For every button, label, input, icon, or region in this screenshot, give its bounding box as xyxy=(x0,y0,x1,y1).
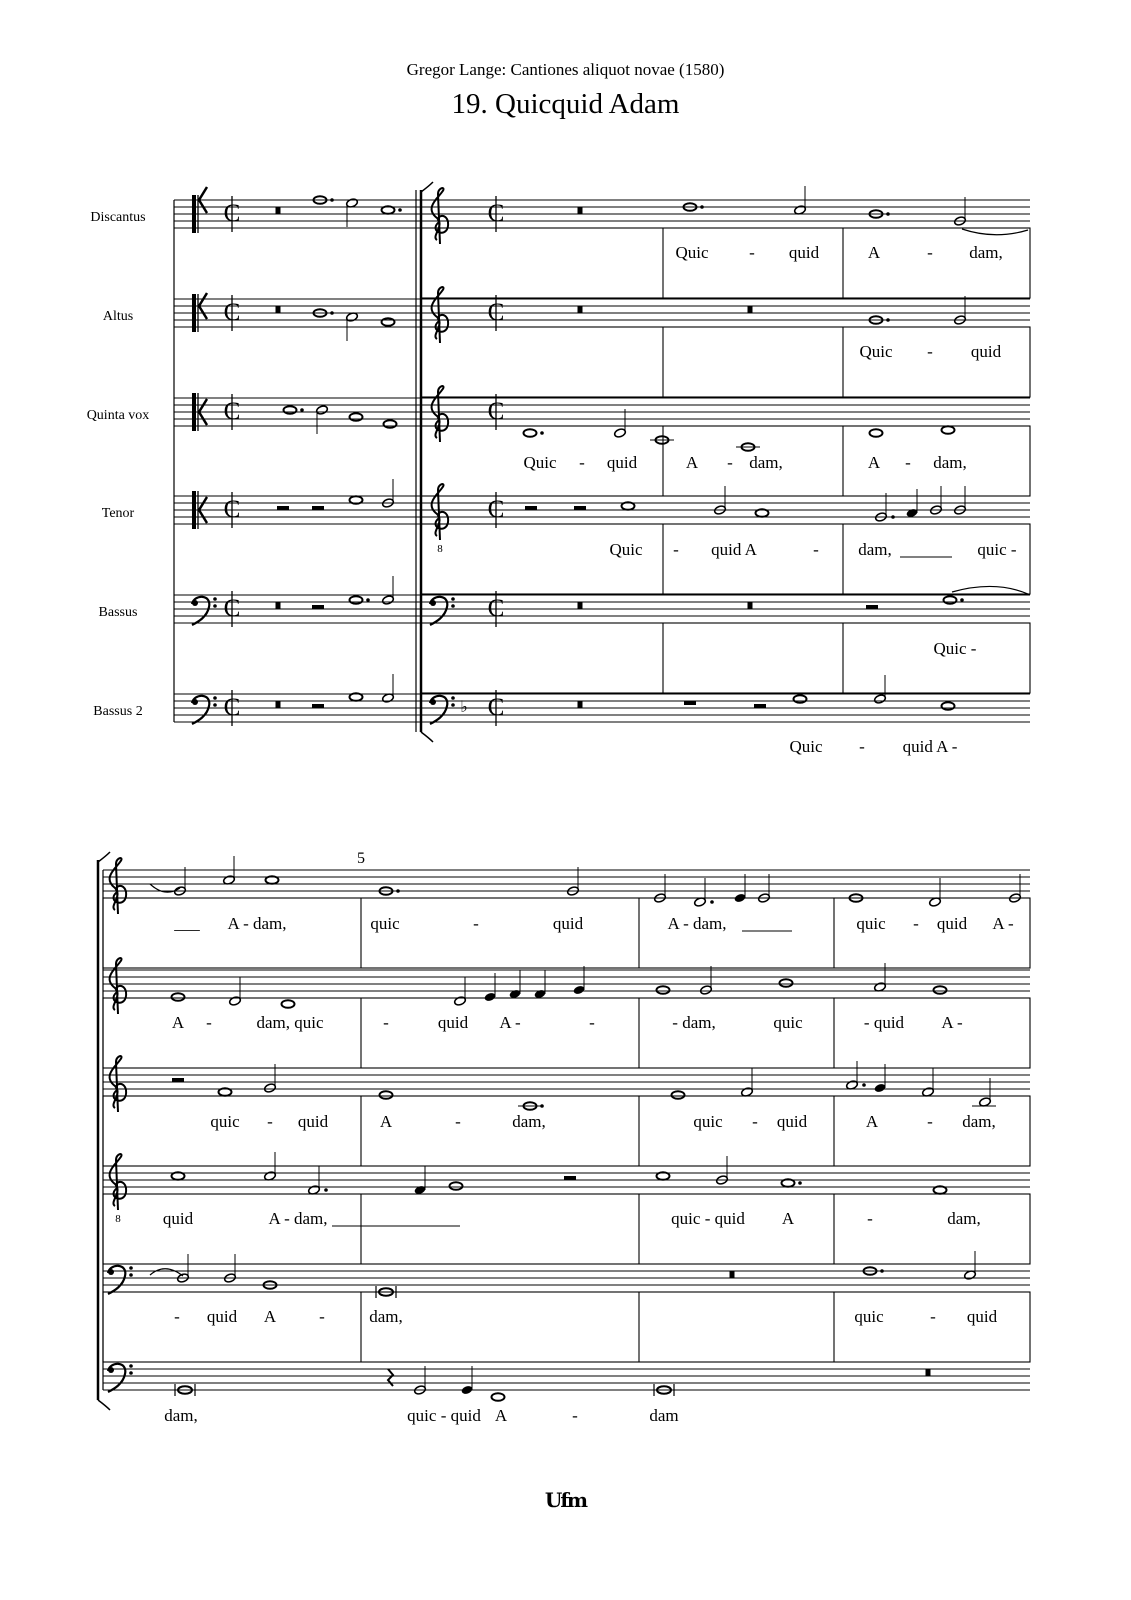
lyric-box xyxy=(103,1292,1030,1362)
bass-clef-dot xyxy=(451,597,455,601)
lyric-box xyxy=(421,228,1030,298)
lyric-syllable: A xyxy=(781,1209,795,1228)
lyric-syllable: quic xyxy=(856,914,886,933)
lyric-syllable: Quic xyxy=(859,342,893,361)
lyric-syllable: dam, xyxy=(933,453,967,472)
lyric-syllable: quid xyxy=(936,914,968,933)
c-clef xyxy=(192,195,196,233)
voice-name: Bassus 2 xyxy=(93,704,143,719)
bass-clef-dot xyxy=(451,696,455,700)
half-rest xyxy=(312,605,324,609)
lyric-syllable: dam, xyxy=(858,540,892,559)
augmentation-dot xyxy=(710,900,714,904)
whole-note xyxy=(380,1091,393,1099)
lyric-syllable: - xyxy=(455,1112,461,1131)
measure-number: 5 xyxy=(357,850,365,867)
lyric-syllable: quid A - xyxy=(902,737,958,756)
half-rest xyxy=(574,506,586,510)
lyric-syllable: - xyxy=(267,1112,273,1131)
lyric-syllable: A xyxy=(685,453,699,472)
lyric-syllable: quic - xyxy=(977,540,1017,559)
breve-rest xyxy=(578,602,583,609)
augmentation-dot xyxy=(324,1188,328,1192)
voice-name: Altus xyxy=(102,309,134,324)
lyric-syllable: A xyxy=(867,243,881,262)
lyric-syllable: quic xyxy=(773,1013,803,1032)
lyric-syllable: - xyxy=(930,1307,936,1326)
bracket-hook xyxy=(98,852,110,1410)
lyric-syllable: - xyxy=(673,540,679,559)
lyric-syllable: - xyxy=(579,453,585,472)
bass-clef-dot xyxy=(129,1273,133,1277)
voice-name: Discantus xyxy=(90,210,146,225)
treble-clef xyxy=(110,958,127,1014)
breve-rest xyxy=(276,701,281,708)
half-rest xyxy=(172,1078,184,1082)
lyric-syllable: A xyxy=(263,1307,277,1326)
whole-note xyxy=(657,986,670,994)
whole-note xyxy=(382,318,395,326)
lyric-box xyxy=(421,524,1030,594)
cut-time-signature: C xyxy=(223,299,241,326)
augmentation-dot xyxy=(330,198,334,202)
half-note xyxy=(264,1083,277,1094)
treble-clef xyxy=(432,484,449,540)
lyric-syllable: quid xyxy=(606,453,638,472)
lyric-syllable: - xyxy=(383,1013,389,1032)
lyric-syllable: - xyxy=(572,1406,578,1425)
piece-title: 19. Quicquid Adam xyxy=(451,88,680,120)
lyric-syllable: A - dam, xyxy=(227,914,287,933)
lyric-syllable: A - xyxy=(941,1013,963,1032)
lyric-syllable: - xyxy=(206,1013,212,1032)
breve-rest xyxy=(276,207,281,214)
voice-name: Bassus xyxy=(98,605,138,620)
whole-note xyxy=(942,702,955,710)
lyric-syllable: A xyxy=(494,1406,508,1425)
lyric-syllable: quid xyxy=(552,914,584,933)
lyric-syllable: dam xyxy=(649,1406,679,1425)
tie xyxy=(962,229,1028,235)
lyric-syllable: quid A xyxy=(711,540,757,559)
breve-rest xyxy=(578,701,583,708)
bass-clef-dot xyxy=(192,699,198,705)
lyric-syllable: Quic xyxy=(609,540,643,559)
bass-clef-dot xyxy=(430,699,436,705)
octave-eight: 8 xyxy=(115,1213,121,1225)
lyric-syllable: quid xyxy=(162,1209,194,1228)
lyric-syllable: Quic xyxy=(523,453,557,472)
lyric-syllable: quid xyxy=(297,1112,329,1131)
half-rest xyxy=(866,605,878,609)
lyric-syllable: Quic - xyxy=(933,639,977,658)
lyric-box xyxy=(103,898,1030,968)
half-rest xyxy=(564,1176,576,1180)
lyric-syllable: dam, xyxy=(962,1112,996,1131)
c-clef xyxy=(192,393,196,431)
whole-note xyxy=(934,986,947,994)
whole-note xyxy=(944,596,957,604)
breve-rest xyxy=(578,207,583,214)
breve-rest xyxy=(276,306,281,313)
voice-name: Quinta vox xyxy=(86,408,150,423)
whole-note xyxy=(384,420,397,428)
lyric-syllable: - xyxy=(727,453,733,472)
lyric-syllable: - xyxy=(813,540,819,559)
cut-time-signature: C xyxy=(223,496,241,523)
octave-eight: 8 xyxy=(437,543,443,555)
half-note xyxy=(700,985,713,996)
lyric-syllable: quic xyxy=(854,1307,884,1326)
lyric-syllable: - xyxy=(927,342,933,361)
whole-note xyxy=(284,406,297,414)
lyric-syllable: - xyxy=(749,243,755,262)
cut-time-signature: C xyxy=(223,595,241,622)
lyric-syllable: - xyxy=(859,737,865,756)
half-note xyxy=(316,405,329,416)
breve-rest xyxy=(730,1271,735,1278)
lyric-syllable: ___ xyxy=(174,914,200,933)
bass-clef-dot xyxy=(129,1266,133,1270)
bass-clef-dot xyxy=(129,1364,133,1368)
quarter-note xyxy=(484,992,497,1003)
lyric-syllable: quid xyxy=(776,1112,808,1131)
treble-clef xyxy=(110,1056,127,1112)
half-note xyxy=(614,428,627,439)
augmentation-dot xyxy=(396,889,400,893)
whole-note xyxy=(282,1000,295,1008)
half-note xyxy=(382,595,395,606)
lyric-syllable: - xyxy=(927,1112,933,1131)
c-clef xyxy=(192,491,196,529)
lyric-syllable: A xyxy=(867,453,881,472)
lyric-syllable: A - dam, xyxy=(268,1209,328,1228)
cut-time-signature: C xyxy=(223,694,241,721)
whole-note xyxy=(780,979,793,987)
c-clef xyxy=(192,294,196,332)
lyric-syllable: - dam, xyxy=(672,1013,716,1032)
tie xyxy=(150,1269,183,1276)
half-rest xyxy=(312,704,324,708)
bracket-hook xyxy=(421,182,433,742)
bass-clef-dot xyxy=(108,1269,114,1275)
breve-rest xyxy=(748,602,753,609)
flat-sign: ♭ xyxy=(460,699,468,716)
lyric-syllable: A xyxy=(171,1013,185,1032)
bass-clef-dot xyxy=(213,604,217,608)
lyric-syllable: quic xyxy=(210,1112,240,1131)
lyric-syllable: quic xyxy=(693,1112,723,1131)
whole-note xyxy=(794,695,807,703)
lyric-syllable: - xyxy=(319,1307,325,1326)
augmentation-dot xyxy=(540,431,544,435)
voice-name: Tenor xyxy=(101,506,135,521)
half-rest xyxy=(525,506,537,510)
bass-clef-dot xyxy=(108,1367,114,1373)
lyric-syllable: - xyxy=(927,243,933,262)
treble-clef xyxy=(110,1154,127,1210)
lyric-syllable: dam, xyxy=(369,1307,403,1326)
tie xyxy=(952,586,1028,594)
lyric-syllable: quid xyxy=(966,1307,998,1326)
lyric-syllable: A - dam, xyxy=(667,914,727,933)
breve-rest xyxy=(276,602,281,609)
whole-note xyxy=(942,426,955,434)
augmentation-dot xyxy=(330,311,334,315)
cut-time-signature: C xyxy=(487,694,505,721)
lyric-syllable: quic xyxy=(370,914,400,933)
bass-clef-dot xyxy=(129,1371,133,1375)
augmentation-dot xyxy=(880,1269,884,1273)
breve-rest xyxy=(748,306,753,313)
augmentation-dot xyxy=(700,205,704,209)
half-note xyxy=(454,996,467,1007)
augmentation-dot xyxy=(886,318,890,322)
treble-clef xyxy=(110,858,127,914)
lyric-syllable: - xyxy=(174,1307,180,1326)
whole-note xyxy=(524,429,537,437)
lyric-syllable: dam, xyxy=(512,1112,546,1131)
half-note xyxy=(229,996,242,1007)
treble-clef xyxy=(432,287,449,343)
lyric-syllable: A xyxy=(379,1112,393,1131)
lyric-syllable: - xyxy=(752,1112,758,1131)
half-rest xyxy=(277,506,289,510)
composer-line: Gregor Lange: Cantiones aliquot novae (1580) xyxy=(406,60,725,79)
cut-time-signature: C xyxy=(223,200,241,227)
lyric-syllable: - xyxy=(867,1209,873,1228)
lyric-syllable: - quid xyxy=(863,1013,905,1032)
whole-note xyxy=(350,413,363,421)
lyric-syllable: A xyxy=(865,1112,879,1131)
half-rest xyxy=(754,704,766,708)
treble-clef xyxy=(432,188,449,244)
whole-note xyxy=(172,993,185,1001)
lyric-syllable: - xyxy=(473,914,479,933)
cut-time-signature: C xyxy=(487,496,505,523)
lyric-box xyxy=(421,623,1030,693)
cut-time-signature: C xyxy=(487,200,505,227)
augmentation-dot xyxy=(891,515,895,519)
augmentation-dot xyxy=(300,408,304,412)
augmentation-dot xyxy=(862,1083,866,1087)
lyric-box xyxy=(103,1194,1030,1264)
whole-rest xyxy=(684,701,696,705)
lyric-syllable: quid xyxy=(437,1013,469,1032)
whole-note xyxy=(350,596,363,604)
lyric-syllable: Quic xyxy=(675,243,709,262)
lyric-syllable: A - xyxy=(992,914,1014,933)
treble-clef xyxy=(432,386,449,442)
cut-time-signature: C xyxy=(487,299,505,326)
breve-rest xyxy=(926,1369,931,1376)
lyric-syllable: - xyxy=(905,453,911,472)
lyric-syllable: dam, xyxy=(969,243,1003,262)
publisher-logo: Ufm xyxy=(544,1488,587,1512)
half-rest xyxy=(312,506,324,510)
breve-rest xyxy=(578,306,583,313)
quarter-note xyxy=(874,1083,887,1094)
lyric-syllable: quid xyxy=(788,243,820,262)
whole-note xyxy=(492,1393,505,1401)
bass-clef-dot xyxy=(192,600,198,606)
cut-time-signature: C xyxy=(487,398,505,425)
lyric-syllable: quic - quid xyxy=(407,1406,481,1425)
lyric-syllable: quid xyxy=(206,1307,238,1326)
bass-clef-dot xyxy=(213,597,217,601)
bass-clef-dot xyxy=(430,600,436,606)
lyric-box xyxy=(421,327,1030,397)
lyric-syllable: - xyxy=(913,914,919,933)
lyric-syllable: Quic xyxy=(789,737,823,756)
lyric-syllable: - xyxy=(589,1013,595,1032)
half-note xyxy=(874,694,887,705)
lyric-box xyxy=(103,1096,1030,1166)
bass-clef-dot xyxy=(451,703,455,707)
cut-time-signature: C xyxy=(223,398,241,425)
augmentation-dot xyxy=(366,598,370,602)
augmentation-dot xyxy=(398,208,402,212)
lyric-syllable: dam, quic xyxy=(256,1013,324,1032)
whole-note xyxy=(450,1182,463,1190)
whole-note xyxy=(672,1091,685,1099)
lyric-syllable: dam, xyxy=(947,1209,981,1228)
augmentation-dot xyxy=(798,1181,802,1185)
bass-clef-dot xyxy=(213,696,217,700)
cut-time-signature: C xyxy=(487,595,505,622)
bass-clef-dot xyxy=(213,703,217,707)
lyric-syllable: dam, xyxy=(164,1406,198,1425)
augmentation-dot xyxy=(886,212,890,216)
augmentation-dot xyxy=(960,598,964,602)
bass-clef-dot xyxy=(451,604,455,608)
whole-note xyxy=(870,429,883,437)
quarter-note xyxy=(461,1385,474,1396)
lyric-syllable: quic - quid xyxy=(671,1209,745,1228)
lyric-syllable: dam, xyxy=(749,453,783,472)
lyric-box xyxy=(103,998,1030,1068)
lyric-syllable: A - xyxy=(499,1013,521,1032)
quarter-note xyxy=(573,985,586,996)
lyric-syllable: quid xyxy=(970,342,1002,361)
